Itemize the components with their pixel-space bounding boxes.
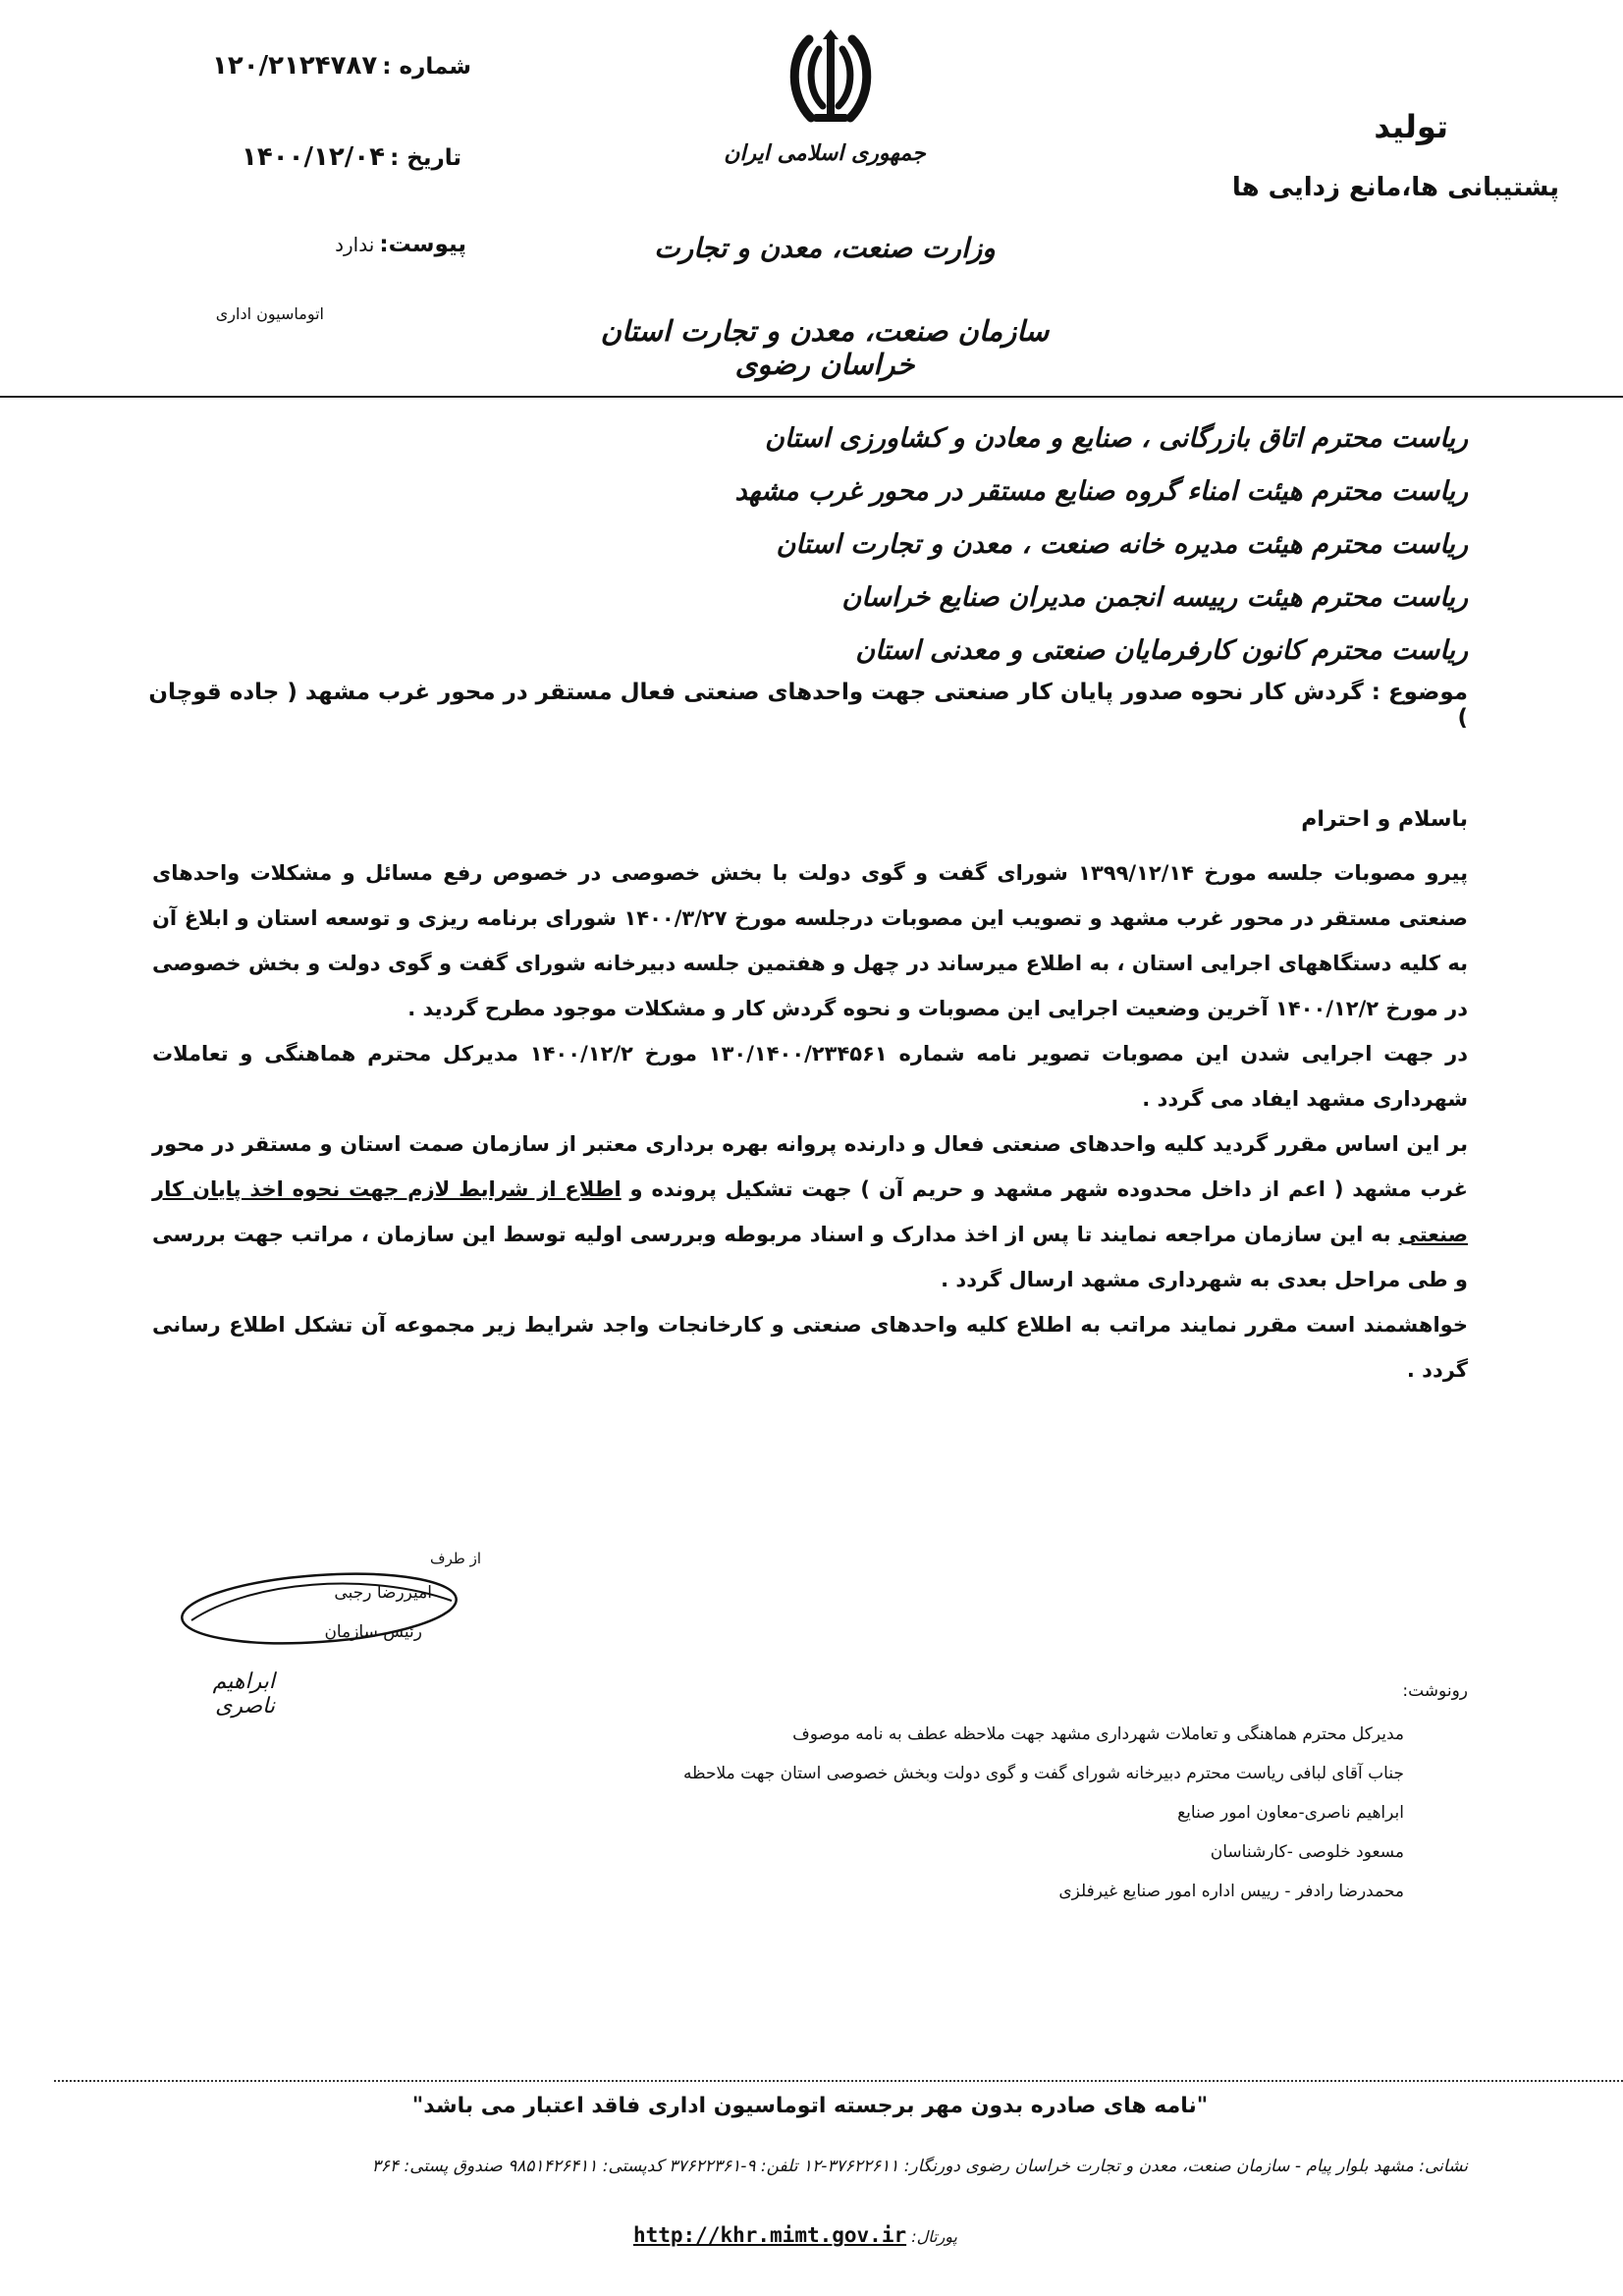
paragraph3-underlined: اطلاع از شرایط لازم جهت نحوه اخذ پایان کار صنعتی: [152, 1177, 1469, 1246]
website-label: پورتال:: [911, 2227, 958, 2246]
validity-notice: "نامه های صادره بدون مهر برجسته اتوماسیون اداری فاقد اعتبار می باشد": [411, 2094, 1209, 2118]
addressee-line: ریاست محترم هیئت رییسه انجمن مدیران صنایع خراسان: [841, 582, 1468, 613]
handwritten-signer: ابراهیم ناصری: [212, 1669, 275, 1719]
footer-divider: [54, 2080, 1623, 2082]
body-paragraph: در جهت اجرایی شدن این مصوبات تصویر نامه شماره ۱۳۰/۱۴۰۰/۲۳۴۵۶۱ مورخ ۱۴۰۰/۱۲/۲ مدیرکل محترم هماهنگی و تعاملات شهرداری مشهد ایفاد می گردد .: [152, 1042, 1468, 1111]
cc-line: ابراهیم ناصری-معاون امور صنایع: [1177, 1803, 1404, 1823]
letter-date-label: تاریخ :: [390, 145, 461, 171]
cc-label: رونوشت:: [1402, 1681, 1468, 1701]
cc-line: مسعود خلوصی -کارشناسان: [1210, 1842, 1404, 1862]
signer-name: امیررضا رجبی: [334, 1583, 432, 1603]
signer-title: رئیس سازمان: [324, 1622, 422, 1642]
attachment-label: پیوست:: [379, 232, 466, 257]
body-paragraph: خواهشمند است مقرر نمایند مراتب به اطلاع کلیه واحدهای صنعتی و کارخانجات واجد شرایط زیر مجموعه آن تشکل اطلاع رسانی گردد .: [152, 1313, 1468, 1382]
organization-title: سازمان صنعت، معدن و تجارت استان خراسان رضوی: [600, 314, 1050, 381]
header-divider: [0, 396, 1623, 398]
greeting: باسلام و احترام: [1301, 807, 1468, 832]
letter-number-label: شماره :: [382, 54, 471, 80]
attachment-value: ندارد: [335, 233, 375, 256]
from-label: از طرف: [430, 1550, 481, 1567]
addressee-line: ریاست محترم اتاق بازرگانی ، صنایع و معادن و کشاورزی استان: [765, 423, 1468, 454]
letter-number: [59, 51, 471, 81]
cc-line: محمدرضا رادفر - رییس اداره امور صنایع غیرفلزی: [1058, 1882, 1404, 1901]
addressee-line: ریاست محترم هیئت امناء گروه صنایع مستقر در محور غرب مشهد: [734, 476, 1468, 507]
handwritten-note-2: پشتیبانی ها،مانع زدایی ها: [1231, 173, 1559, 202]
letter-date-value: ۱۴۰۰/۱۲/۰۴: [242, 142, 385, 172]
letter-attachment: [196, 232, 466, 257]
letter-date: [118, 142, 461, 172]
cc-line: جناب آقای لبافی ریاست محترم دبیرخانه شورای گفت و گوی دولت وبخش خصوصی استان جهت ملاحظه: [682, 1764, 1404, 1783]
footer-address: نشانی: مشهد بلوار پیام - سازمان صنعت، معدن و تجارت خراسان رضوی دورنگار: ۳۷۶۲۲۶۱۱-۱۲ تلفن: ۹-۳۷۶۲۲۳۶۱ کدپستی: ۹۸۵۱۴۲۶۴۱۱ صندوق پستی: ۳۶۴: [371, 2157, 1468, 2176]
letter-body: [152, 850, 1468, 1393]
body-paragraph: پیرو مصوبات جلسه مورخ ۱۳۹۹/۱۲/۱۴ شورای گفت و گوی دولت با بخش خصوصی در خصوص رفع مسائل و مشکلات واحدهای صنعتی مستقر در محور غرب مشهد و تصویب این مصوبات درجلسه مورخ ۱۴۰۰/۳/۲۷ شورای برنامه ریزی و توسعه استان و ابلاغ آن به کلیه دستگاههای اجرایی استان ، به اطلاع میرساند در چهل و هفتمین جلسه دبیرخانه شورای گفت و گوی دولت و بخش خصوصی در مورخ ۱۴۰۰/۱۲/۲ آخرین وضعیت اجرایی این مصوبات و نحوه گردش کار و مشکلات موجود مطرح گردید .: [152, 861, 1468, 1020]
iran-emblem-icon: [782, 27, 880, 126]
automation-note: اتوماسیون اداری: [215, 304, 324, 323]
website-link[interactable]: http://khr.mimt.gov.ir: [632, 2223, 907, 2247]
footer-website: [589, 2223, 1001, 2247]
addressee-line: ریاست محترم هیئت مدیره خانه صنعت ، معدن و تجارت استان: [776, 529, 1468, 560]
letter-subject: موضوع : گردش کار نحوه صدور پایان کار صنعتی جهت واحدهای صنعتی فعال مستقر در محور غرب مشهد ( جاده قوچان ): [148, 680, 1468, 731]
ministry-title: وزارت صنعت، معدن و تجارت: [654, 232, 996, 264]
body-paragraph: [152, 1121, 1468, 1302]
cc-line: مدیرکل محترم هماهنگی و تعاملات شهرداری مشهد جهت ملاحظه عطف به نامه موصوف: [792, 1724, 1404, 1744]
paragraph3-after: به این سازمان مراجعه نمایند تا پس از اخذ مدارک و اسناد مربوطه وبررسی اولیه توسط این سازمان ، مراتب جهت بررسی و طی مراحل بعدی به شهرداری مشهد ارسال گردد .: [152, 1223, 1468, 1291]
letter-number-value: ۱۲۰/۲۱۲۴۷۸۷: [212, 51, 378, 81]
cc-list: [393, 1715, 1404, 1911]
addressee-line: ریاست محترم کانون کارفرمایان صنعتی و معدنی استان: [855, 635, 1468, 666]
signature-mark: [172, 1561, 466, 1660]
paragraph3-before: بر این اساس مقرر گردید کلیه واحدهای صنعتی فعال و دارنده پروانه بهره برداری معتبر از سازمان صمت استان و مستقر در محور غرب مشهد ( اعم از داخل محدوده شهر مشهد و حریم آن ) جهت تشکیل پرونده و: [152, 1132, 1469, 1201]
handwritten-note-1: تولید: [1374, 108, 1448, 145]
addressee-block: [147, 412, 1468, 678]
republic-title: جمهوری اسلامی ایران: [724, 140, 926, 166]
